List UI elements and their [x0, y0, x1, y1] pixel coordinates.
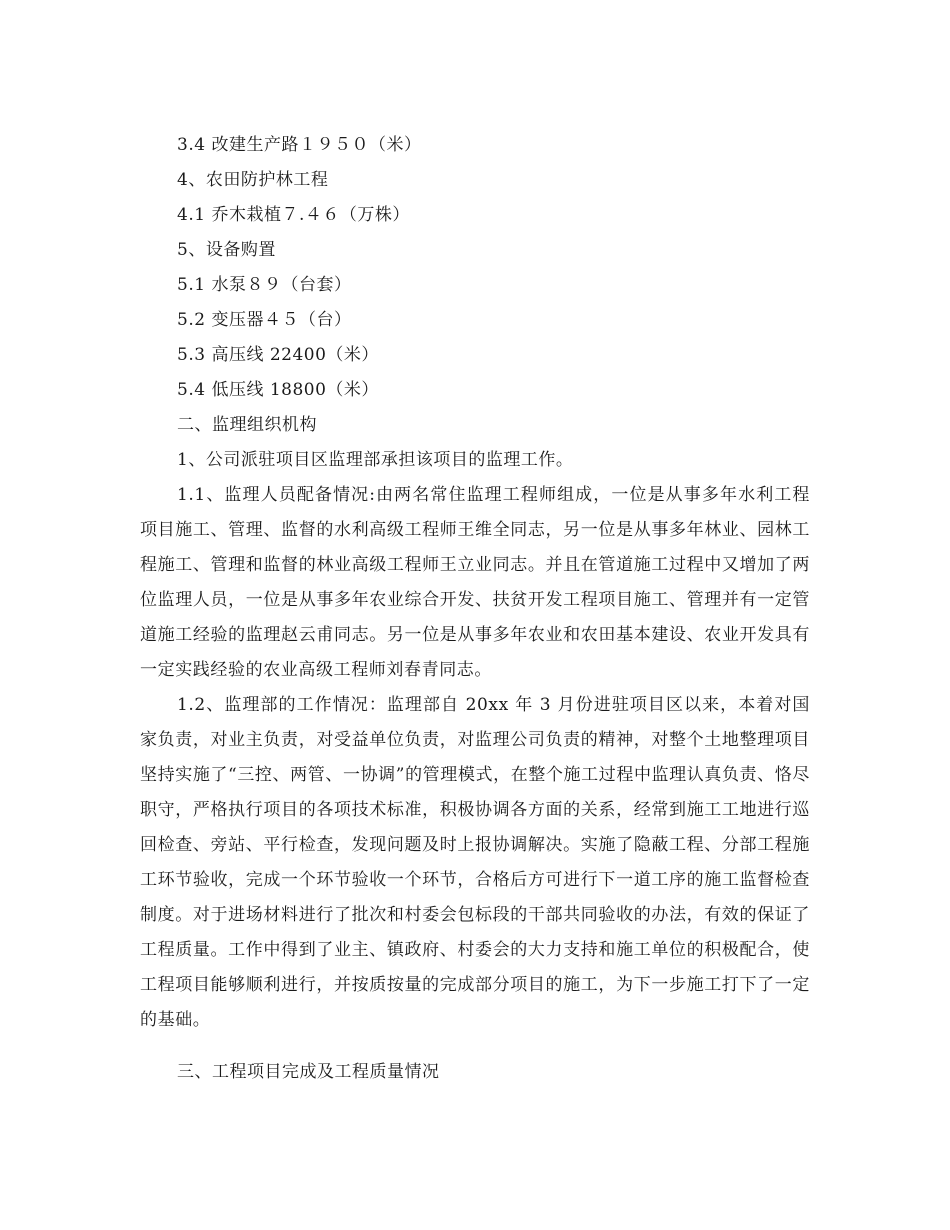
section-heading-3: 三、工程项目完成及工程质量情况 [177, 1062, 440, 1082]
paragraph-work: 1.2、监理部的工作情况：监理部自 20xx 年 3 月份进驻项目区以来，本着对国家负责，对业主负责，对受益单位负责，对监理公司负责的精神，对整个土地整理项目坚持实施了“三控、两管、一协调”的管理模式，在整个施工过程中监理认真负责、恪尽职守，严格执行项目的各项技术标准，积极协调各方面的关系，经常到施工工地进行巡回检查、旁站、平行检查，发现问题及时上报协调解决。实施了隐蔽工程、分部工程施工环节验收，完成一个环节验收一个环节，合格后方可进行下一道工序的施工监督检查制度。对于进场材料进行了批次和村委会包标段的干部共同验收的办法，有效的保证了工程质量。工作中得到了业主、镇政府、村委会的大力支持和施工单位的积极配合，使工程项目能够顺利进行，并按质按量的完成部分项目的施工，为下一步施工打下了一定的基础。 [140, 695, 810, 1030]
line-item-5-3: 5.3 高压线 22400（米） [177, 345, 379, 365]
heading-5-equipment: 5、设备购置 [177, 240, 276, 260]
line-item-5-4: 5.4 低压线 18800（米） [177, 380, 379, 400]
section-heading-2: 二、监理组织机构 [177, 415, 317, 435]
line-item-3-4: 3.4 改建生产路１９５０（米） [177, 135, 422, 155]
line-item-1-assignment: 1、公司派驻项目区监理部承担该项目的监理工作。 [177, 450, 574, 470]
line-item-5-2: 5.2 变压器４５（台） [177, 310, 352, 330]
line-item-5-1: 5.1 水泵８９（台套） [177, 275, 352, 295]
line-item-4-1: 4.1 乔木栽植７.４６（万株） [177, 205, 410, 225]
heading-4-forest: 4、农田防护林工程 [177, 170, 329, 190]
paragraph-staffing: 1.1、监理人员配备情况:由两名常住监理工程师组成，一位是从事多年水利工程项目施工、管理、监督的水利高级工程师王维全同志，另一位是从事多年林业、园林工程施工、管理和监督的林业高级工程师王立业同志。并且在管道施工过程中又增加了两位监理人员，一位是从事多年农业综合开发、扶贫开发工程项目施工、管理并有一定管道施工经验的监理赵云甫同志。另一位是从事多年农业和农田基本建设、农业开发具有一定实践经验的农业高级工程师刘春青同志。 [140, 485, 810, 680]
